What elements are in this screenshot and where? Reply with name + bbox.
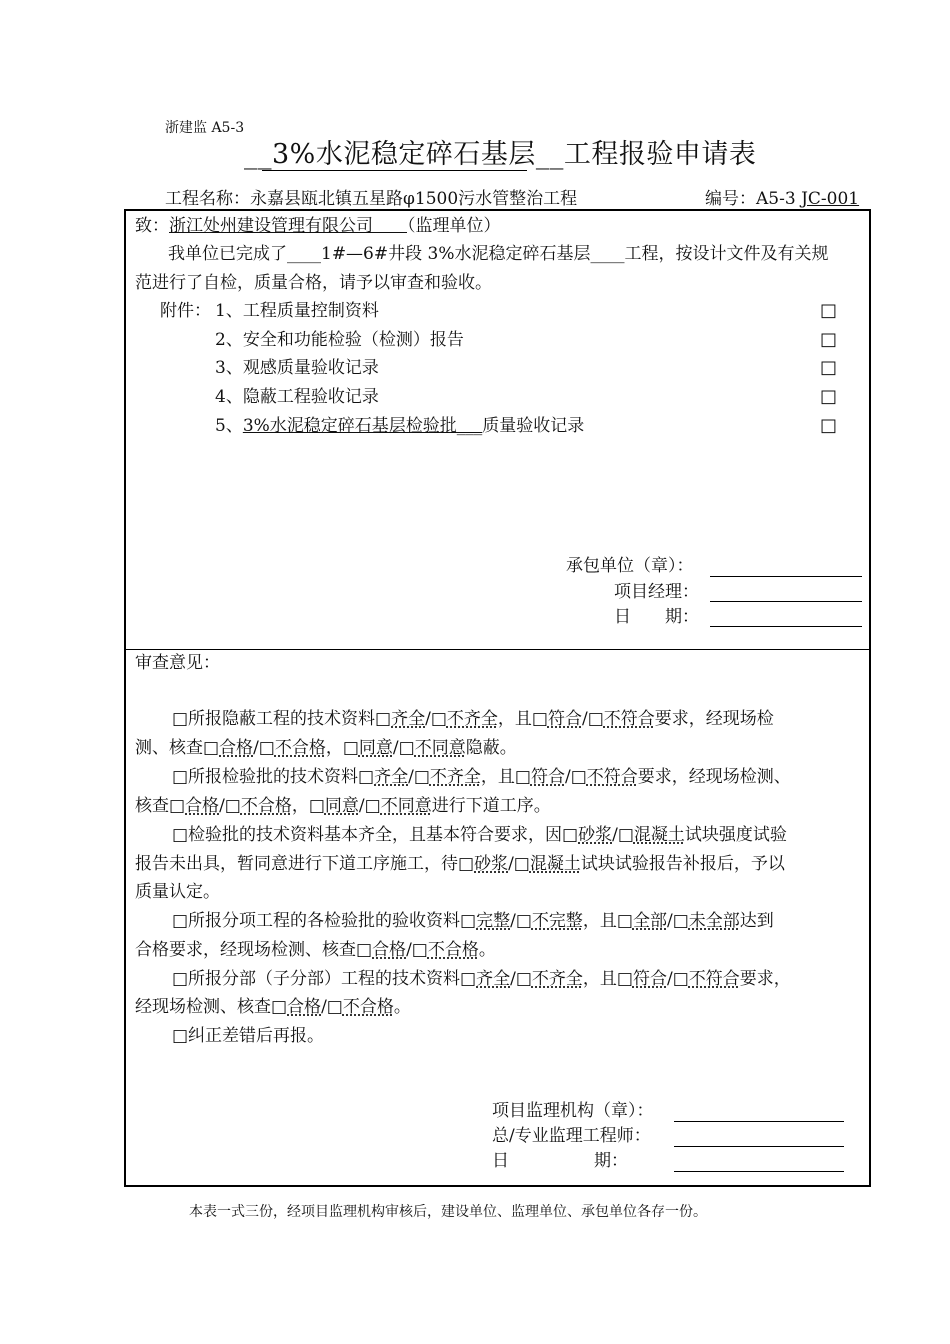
review-option-cont: 经现场检测、核查□合格/□不合格。	[135, 997, 411, 1017]
attachment-item: 3、观感质量验收记录	[215, 358, 379, 378]
supervision-seal-line[interactable]	[674, 1121, 844, 1122]
project-name: 永嘉县瓯北镇五星路φ1500污水管整治工程	[250, 189, 578, 209]
attachment-checkbox[interactable]: □	[820, 329, 838, 350]
number-line	[705, 184, 859, 209]
to-line	[135, 216, 501, 236]
project-label: 工程名称：	[165, 189, 250, 209]
attachment-item: 1、工程质量控制资料	[215, 301, 379, 321]
attachment-item: 4、隐蔽工程验收记录	[215, 387, 379, 407]
manager-line[interactable]	[710, 601, 862, 602]
completion-text-b: 工程，按设计文件及有关规	[624, 244, 829, 264]
contractor-seal-label: 承包单位（章）：	[566, 556, 694, 576]
attach5-rest: 质量验收记录	[482, 416, 585, 436]
review-option: □所报分项工程的各检验批的验收资料□完整/□不完整，且□全部/□未全部达到	[172, 911, 774, 931]
review-option: □所报分部（子分部）工程的技术资料□齐全/□不齐全，且□符合/□不符合要求，	[172, 969, 791, 989]
contractor-date-line[interactable]	[710, 626, 862, 627]
review-option: □所报检验批的技术资料□齐全/□不齐全，且□符合/□不符合要求，经现场检测、	[172, 767, 791, 787]
section-divider	[124, 649, 871, 650]
review-date-label: 日 期：	[492, 1151, 628, 1171]
to-suffix: （监理单位）	[407, 216, 501, 236]
number-value: JC-001	[801, 189, 860, 209]
attach-label: 附件：	[160, 301, 211, 321]
footer-note: 本表一式三份，经项目监理机构审核后，建设单位、监理单位、承包单位各存一份。	[189, 1204, 707, 1220]
title-blank-left: __	[244, 139, 272, 170]
engineer-label: 总/专业监理工程师：	[492, 1126, 651, 1146]
attachment-item: 2、安全和功能检验（检测）报告	[215, 330, 464, 350]
completion-line-1	[168, 244, 829, 264]
review-label: 审查意见：	[135, 653, 220, 673]
attachment-checkbox[interactable]: □	[820, 300, 838, 321]
contractor-seal-line[interactable]	[710, 576, 862, 577]
title-underline	[262, 170, 527, 171]
review-option-cont: 核查□合格/□不合格，□同意/□不同意进行下道工序。	[135, 796, 551, 816]
completion-line-2: 范进行了自检，质量合格，请予以审查和验收。	[135, 273, 492, 293]
review-option: □纠正差错后再报。	[172, 1026, 325, 1046]
attachment-item-5	[215, 416, 584, 436]
engineer-line[interactable]	[674, 1146, 844, 1147]
page-title	[244, 132, 756, 171]
manager-label: 项目经理：	[614, 582, 699, 602]
attachment-checkbox[interactable]: □	[820, 386, 838, 407]
to-name: 浙江处州建设管理有限公司	[169, 216, 373, 236]
completion-work: ____1#—6#井段 3%水泥稳定碎石基层____	[287, 244, 625, 264]
review-option-cont: 合格要求，经现场检测、核查□合格/□不合格。	[135, 940, 496, 960]
attach5-num: 5、	[215, 416, 243, 436]
review-option-cont: 质量认定。	[135, 882, 220, 902]
completion-text-a: 我单位已完成了	[168, 244, 287, 264]
contractor-date-label: 日 期：	[614, 607, 699, 627]
title-rest: 工程报验申请表	[563, 139, 757, 170]
review-option-cont: 测、核查□合格/□不合格，□同意/□不同意隐蔽。	[135, 738, 517, 758]
attach5-item: 3%水泥稳定碎石基层检验批___	[242, 416, 483, 436]
attachment-checkbox[interactable]: □	[820, 415, 838, 436]
review-option: □检验批的技术资料基本齐全，且基本符合要求，因□砂浆/□混凝土试块强度试验	[172, 825, 787, 845]
project-line	[165, 184, 577, 209]
to-label: 致：	[135, 216, 169, 236]
supervision-seal-label: 项目监理机构（章）：	[492, 1101, 654, 1121]
attachment-checkbox[interactable]: □	[820, 357, 838, 378]
review-option: □所报隐蔽工程的技术资料□齐全/□不齐全，且□符合/□不符合要求，经现场检	[172, 709, 774, 729]
review-date-line[interactable]	[674, 1171, 844, 1172]
title-subject: 3%水泥稳定碎石基层	[272, 139, 536, 170]
title-blank-right: __	[535, 139, 564, 170]
form-code: 浙建监 A5-3	[165, 120, 245, 136]
number-label: 编号：A5-3	[705, 189, 802, 209]
review-option-cont: 报告未出具，暂同意进行下道工序施工，待□砂浆/□混凝土试块试验报告补报后，予以	[135, 854, 785, 874]
